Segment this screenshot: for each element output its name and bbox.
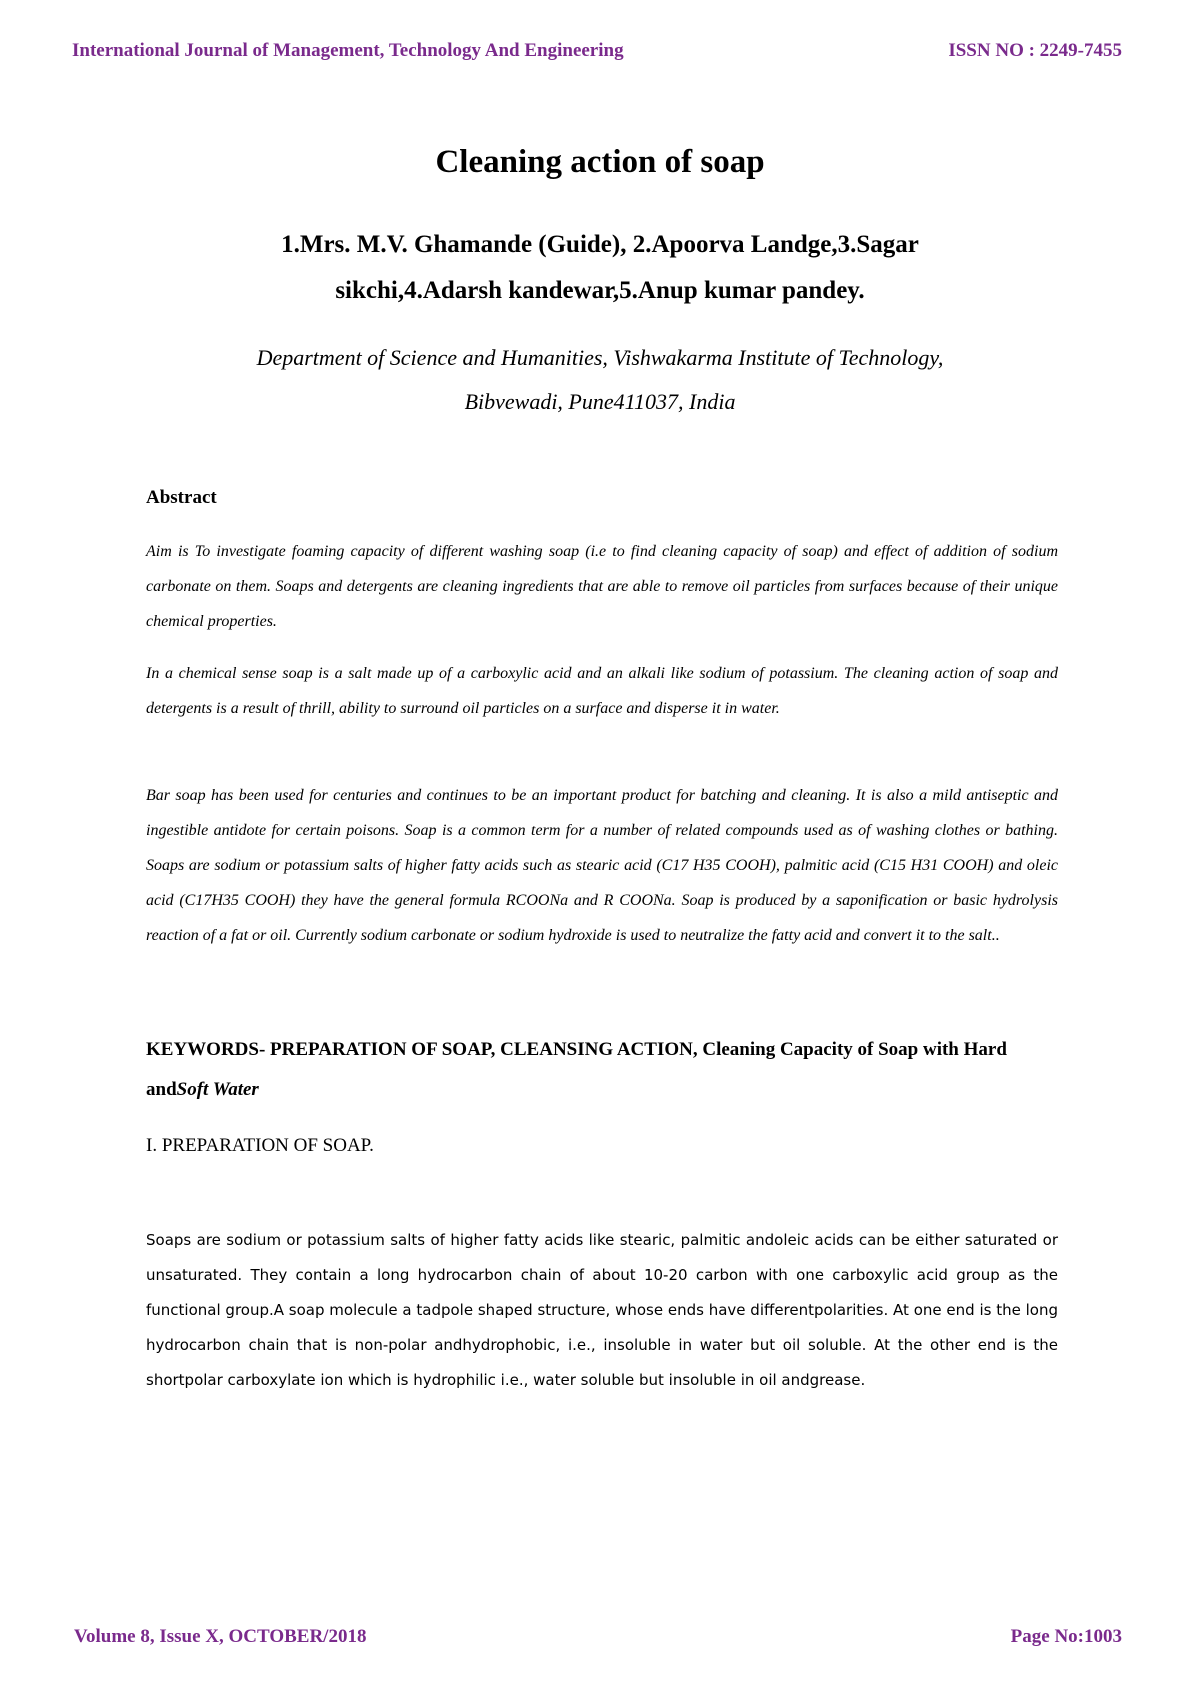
author-line-2: sikchi,4.Adarsh kandewar,5.Anup kumar pandey.: [335, 277, 865, 304]
paper-title: Cleaning action of soap: [435, 144, 765, 180]
page-number: Page No:1003: [1010, 1626, 1122, 1647]
section-heading: I. PREPARATION OF SOAP.: [146, 1135, 374, 1156]
abstract-paragraph-1: Aim is To investigate foaming capacity of different washing soap (i.e to find cleaning capacity of soap) and effect of addition of sodium carbonate on them. Soaps and detergents are cleaning ingredients that are able to remove oil particles from surfaces because of their unique chemical properties.: [146, 543, 1058, 630]
issn: ISSN NO : 2249-7455: [948, 40, 1122, 61]
affiliation: [140, 336, 1060, 424]
author-list: [140, 222, 1060, 314]
abstract-paragraph-3: Bar soap has been used for centuries and continues to be an important product for batching and cleaning. It is also a mild antiseptic and ingestible antidote for certain poisons. Soap is a common term for a number of related compounds used as of washing clothes or bathing. Soaps are sodium or potassium salts of higher fatty acids such as stearic acid (C17 H35 COOH), palmitic acid (C15 H31 COOH) and oleic acid (C17H35 COOH) they have the general formula RCOONa and R COONa. Soap is produced by a saponification or basic hydrolysis reaction of a fat or oil. Currently sodium carbonate or sodium hydroxide is used to neutralize the fatty acid and convert it to the salt..: [146, 787, 1058, 944]
keywords-italic: Soft Water: [176, 1079, 259, 1100]
journal-name: International Journal of Management, Technology And Engineering: [72, 40, 624, 61]
affiliation-line-1: Department of Science and Humanities, Vishwakarma Institute of Technology,: [256, 345, 944, 370]
abstract-paragraph-2: In a chemical sense soap is a salt made up of a carboxylic acid and an alkali like sodium of potassium. The cleaning action of soap and detergents is a result of thrill, ability to surround oil particles on a surface and disperse it in water.: [146, 665, 1058, 717]
affiliation-line-2: Bibvewadi, Pune411037, India: [464, 389, 736, 414]
author-line-1: 1.Mrs. M.V. Ghamande (Guide), 2.Apoorva Landge,3.Sagar: [281, 231, 919, 258]
section-body: Soaps are sodium or potassium salts of higher fatty acids like stearic, palmitic andoleic acids can be either saturated or unsaturated. They contain a long hydrocarbon chain of about 10-20 carbon with one carboxylic acid group as the functional group.A soap molecule a tadpole shaped structure, whose ends have differentpolarities. At one end is the long hydrocarbon chain that is non-polar andhydrophobic, i.e., insoluble in water but oil soluble. At the other end is the shortpolar carboxylate ion which is hydrophilic i.e., water soluble but insoluble in oil andgrease.: [146, 1231, 1058, 1389]
keywords: [146, 1030, 1058, 1110]
abstract-heading: Abstract: [146, 487, 217, 508]
keywords-text: KEYWORDS- PREPARATION OF SOAP, CLEANSING ACTION, Cleaning Capacity of Soap with Hard and: [146, 1039, 1007, 1100]
volume-info: Volume 8, Issue X, OCTOBER/2018: [74, 1626, 367, 1647]
